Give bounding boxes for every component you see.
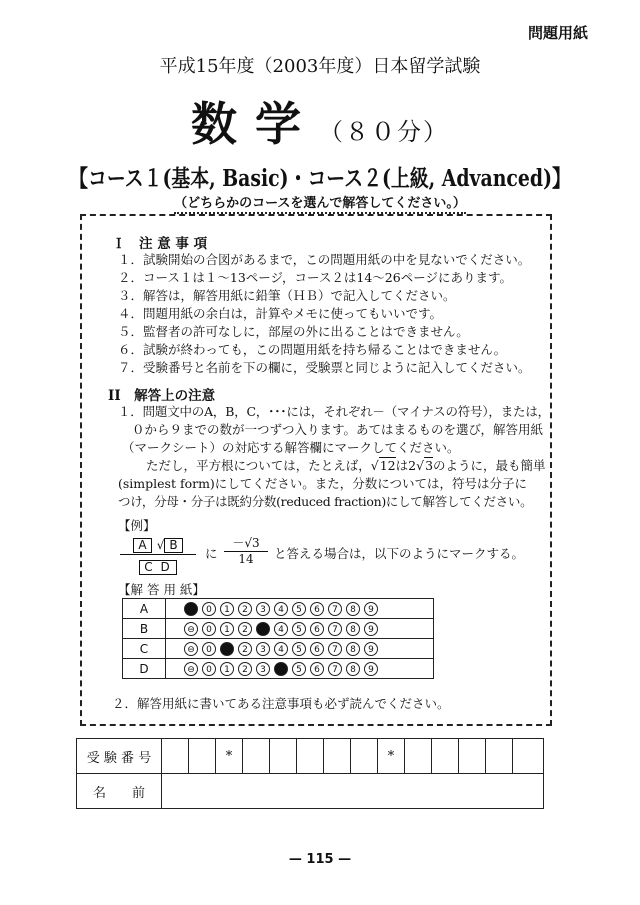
answer-bubble: 6 (310, 642, 324, 656)
list-item: ４．問題用紙の余白は，計算やメモに使ってもいいです。 (118, 306, 443, 321)
answer-bubble: 7 (328, 642, 342, 656)
answer-bubble: 0 (202, 602, 216, 616)
filled-bubble: ● (256, 622, 270, 636)
exam-title: 平成15年度（2003年度）日本留学試験 (159, 56, 481, 77)
instruction-line: １．問題文中のA，B，C，･･･には，それぞれ－（マイナスの符号），または， (118, 404, 550, 419)
answer-sheet-sample (122, 598, 434, 679)
answer-bubble: ⊖ (184, 622, 198, 636)
answer-bubble: 7 (328, 622, 342, 636)
answer-bubble: 5 (292, 602, 306, 616)
course-heading: 【コース１(基本, Basic)・コース２(上級, Advanced)】 (69, 165, 571, 192)
example-box-fraction: A √ B C D (120, 534, 196, 575)
sqrt-12: 12 (379, 458, 396, 473)
answer-bubble: 7 (328, 602, 342, 616)
answer-bubble: 8 (346, 642, 360, 656)
answer-bubble: 4 (274, 642, 288, 656)
exam-number-cell[interactable] (270, 739, 297, 774)
list-item: ３．解答は，解答用紙に鉛筆（ＨＢ）で記入してください。 (118, 288, 456, 303)
exam-number-cell[interactable] (324, 739, 351, 774)
list-item: ５．監督者の許可なしに，部屋の外に出ることはできません。 (118, 324, 469, 339)
answer-bubble: 8 (346, 602, 360, 616)
name-label: 名 前 (77, 774, 162, 809)
answer-bubble: 6 (310, 602, 324, 616)
instruction-line: （マークシート）の対応する解答欄にマークしてください。 (122, 440, 460, 455)
answer-bubble: 0 (202, 622, 216, 636)
answer-bubble: 2 (238, 622, 252, 636)
answer-row-a (123, 599, 434, 619)
filled-bubble: ● (274, 662, 288, 676)
answer-bubble: 4 (274, 622, 288, 636)
section2-title: II 解答上の注意 (108, 388, 216, 404)
answer-bubble: 0 (202, 642, 216, 656)
answer-bubble: 6 (310, 622, 324, 636)
answer-bubble: 4 (274, 602, 288, 616)
answer-row-c (123, 639, 434, 659)
answer-bubble: 9 (364, 662, 378, 676)
answer-row-d (123, 659, 434, 679)
sqrt-3: 3 (425, 458, 434, 473)
exam-number-cell[interactable] (513, 739, 544, 774)
instruction-line: つけ，分母・分子は既約分数(reduced fraction)にして解答してください。 (118, 494, 533, 509)
answer-bubble: 5 (292, 642, 306, 656)
answer-bubble: 2 (238, 662, 252, 676)
subject-name: 数学 (191, 97, 319, 151)
exam-number-cell[interactable] (351, 739, 378, 774)
answer-bubble: 8 (346, 622, 360, 636)
exam-number-cell[interactable] (459, 739, 486, 774)
filled-bubble: ● (220, 642, 234, 656)
sqrt-example-line: ただし，平方根については，たとえば，√12は2√3のように，最も簡単 (146, 458, 546, 473)
answer-bubble: 9 (364, 642, 378, 656)
answer-bubble: 3 (256, 642, 270, 656)
row-label: C (123, 639, 166, 659)
answer-bubble: 1 (220, 622, 234, 636)
exam-number-cell[interactable] (243, 739, 270, 774)
paper-label: 問題用紙 (527, 24, 588, 42)
exam-number-star: * (216, 739, 243, 774)
exam-number-cell[interactable] (405, 739, 432, 774)
row-label: D (123, 659, 166, 679)
list-item: ７．受験番号と名前を下の欄に，受験票と同じように記入してください。 (118, 360, 531, 375)
box-b: B (164, 538, 182, 553)
section2-body (118, 402, 550, 510)
exam-number-star: * (378, 739, 405, 774)
answer-bubble: 5 (292, 622, 306, 636)
box-cd: C D (139, 560, 176, 575)
example-tail: と答える場合は，以下のようにマークする。 (274, 546, 525, 561)
instruction-line: ０から９までの数が一つずつ入ります。あてはまるものを選び，解答用紙 (132, 422, 544, 437)
answer-bubble: 9 (364, 622, 378, 636)
row-label: B (123, 619, 166, 639)
exam-number-cell[interactable] (486, 739, 513, 774)
name-field[interactable] (162, 774, 544, 809)
answer-row-b (123, 619, 434, 639)
answer-bubble: 2 (238, 642, 252, 656)
answer-bubble: 5 (292, 662, 306, 676)
exam-number-cell[interactable] (432, 739, 459, 774)
answer-bubble: 3 (256, 602, 270, 616)
example-label: 【例】 (118, 518, 156, 533)
answer-bubble: 8 (346, 662, 360, 676)
answer-bubble: 7 (328, 662, 342, 676)
exam-number-label: 受 験 番 号 (77, 739, 162, 774)
answer-bubble: 6 (310, 662, 324, 676)
example-ni: に (205, 546, 218, 561)
answer-bubble: 9 (364, 602, 378, 616)
choose-course-note: （どちらかのコースを選んで解答してください。） (0, 192, 640, 211)
answer-bubble: 3 (256, 662, 270, 676)
section1-list (118, 250, 531, 376)
filled-bubble: ● (184, 602, 198, 616)
example-answer-fraction: －√3 14 (224, 534, 268, 566)
answer-bubble: 2 (238, 602, 252, 616)
section1-title: Ｉ 注 意 事 項 (112, 236, 208, 252)
answer-sheet-label: 【解 答 用 紙】 (118, 582, 205, 597)
list-item: ２．コース１は１～13ページ，コース２は14～26ページにあります。 (118, 270, 512, 285)
exam-number-cell[interactable] (162, 739, 189, 774)
list-item: １．試験開始の合図があるまで，この問題用紙の中を見ないでください。 (118, 252, 531, 267)
page-number: — 115 — (288, 852, 352, 867)
answer-bubble: ⊖ (184, 642, 198, 656)
row-label: A (123, 599, 166, 619)
answer-bubble: 1 (220, 602, 234, 616)
instruction-line: (simplest form)にしてください。また，分数については，符号は分子に (118, 476, 528, 491)
exam-number-cell[interactable] (189, 739, 216, 774)
answer-bubble: 0 (202, 662, 216, 676)
answer-bubble: 1 (220, 662, 234, 676)
id-table (76, 738, 544, 809)
subject-heading (0, 88, 640, 154)
note-2: ２．解答用紙に書いてある注意事項も必ず読んでください。 (112, 696, 450, 711)
list-item: ６．試験が終わっても，この問題用紙を持ち帰ることはできません。 (118, 342, 507, 357)
exam-duration: （８０分） (319, 118, 449, 146)
answer-bubble: ⊖ (184, 662, 198, 676)
box-a: A (133, 538, 151, 553)
exam-number-cell[interactable] (297, 739, 324, 774)
